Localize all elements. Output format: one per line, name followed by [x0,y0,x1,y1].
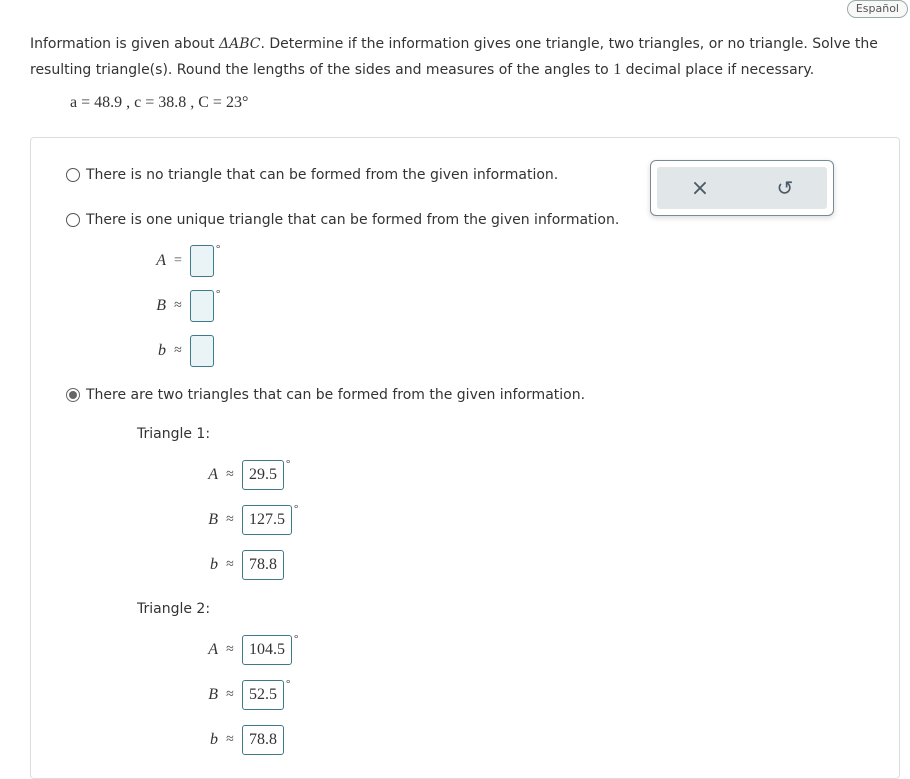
angle-B-input[interactable] [190,290,214,322]
degree-symbol: ° [216,243,221,255]
var-label: B [208,686,218,703]
degree-symbol: ° [216,288,221,300]
t2-angle-A-input[interactable]: 104.5 [242,635,292,665]
intro-text: Information is given about [30,36,219,52]
var-label: A [208,466,218,483]
language-toggle-button[interactable]: Español [847,0,908,18]
side-b-input[interactable] [190,335,214,367]
intro-text: decimal place if necessary. [621,62,815,78]
answer-tools [650,160,834,216]
question-text [30,32,890,83]
degree-symbol: ° [286,458,291,470]
radio-button[interactable] [66,213,80,227]
degree-symbol: ° [294,633,299,645]
option-label: There are two triangles that can be formed from the given information. [86,387,586,403]
var-label: B [156,297,166,314]
t1-side-b-input[interactable]: 78.8 [242,550,284,580]
triangle2-label: Triangle 2: [137,601,211,617]
triangle1-label: Triangle 1: [137,426,211,442]
var-label: A [208,641,218,658]
radio-button-selected[interactable] [66,388,80,402]
degree-symbol: ° [294,503,299,515]
operator: ≈ [174,343,182,358]
one-A-row [150,245,220,277]
degree-symbol: ° [286,678,291,690]
t1-angle-A-input[interactable]: 29.5 [242,460,284,490]
option-label: There is one unique triangle that can be formed from the given information. [86,212,620,228]
operator: ≈ [226,687,234,702]
operator: ≈ [226,732,234,747]
t2-b-row [202,725,284,755]
operator: ≈ [174,298,182,313]
operator: ≈ [226,512,234,527]
t2-B-row [202,680,290,710]
operator: ≈ [226,642,234,657]
operator: ≈ [226,467,234,482]
decimal-places: 1 [613,61,622,78]
option-one-triangle[interactable] [66,212,619,228]
intro-text: . Determine if the information gives one triangle, two triangles, or no triangle. Solve the resulting triangle(s). Round the lengths of the sides and measures of the angles to [30,36,878,78]
var-label: b [210,731,218,748]
one-B-row [150,290,220,322]
option-two-triangles[interactable] [66,387,585,403]
given-values: a = 48.9 , c = 38.8 , C = 23° [70,94,249,111]
var-label: A [156,252,166,269]
radio-button[interactable] [66,168,80,182]
operator: ≈ [226,557,234,572]
t1-b-row [202,550,284,580]
one-b-row [150,335,214,367]
t2-angle-B-input[interactable]: 52.5 [242,680,284,710]
option-no-triangle[interactable] [66,167,558,183]
reset-icon[interactable]: ↺ [776,176,794,200]
angle-A-input[interactable] [190,245,214,277]
option-label: There is no triangle that can be formed from the given information. [86,167,559,183]
triangle-symbol: ΔABC [218,36,261,52]
t1-angle-B-input[interactable]: 127.5 [242,505,292,535]
var-label: b [210,556,218,573]
clear-icon[interactable]: × [690,175,710,201]
answer-panel [30,137,900,779]
operator: = [174,253,182,268]
var-label: B [208,511,218,528]
var-label: b [158,342,166,359]
t2-side-b-input[interactable]: 78.8 [242,725,284,755]
t1-B-row [202,505,298,535]
t2-A-row [202,635,298,665]
t1-A-row [202,460,290,490]
